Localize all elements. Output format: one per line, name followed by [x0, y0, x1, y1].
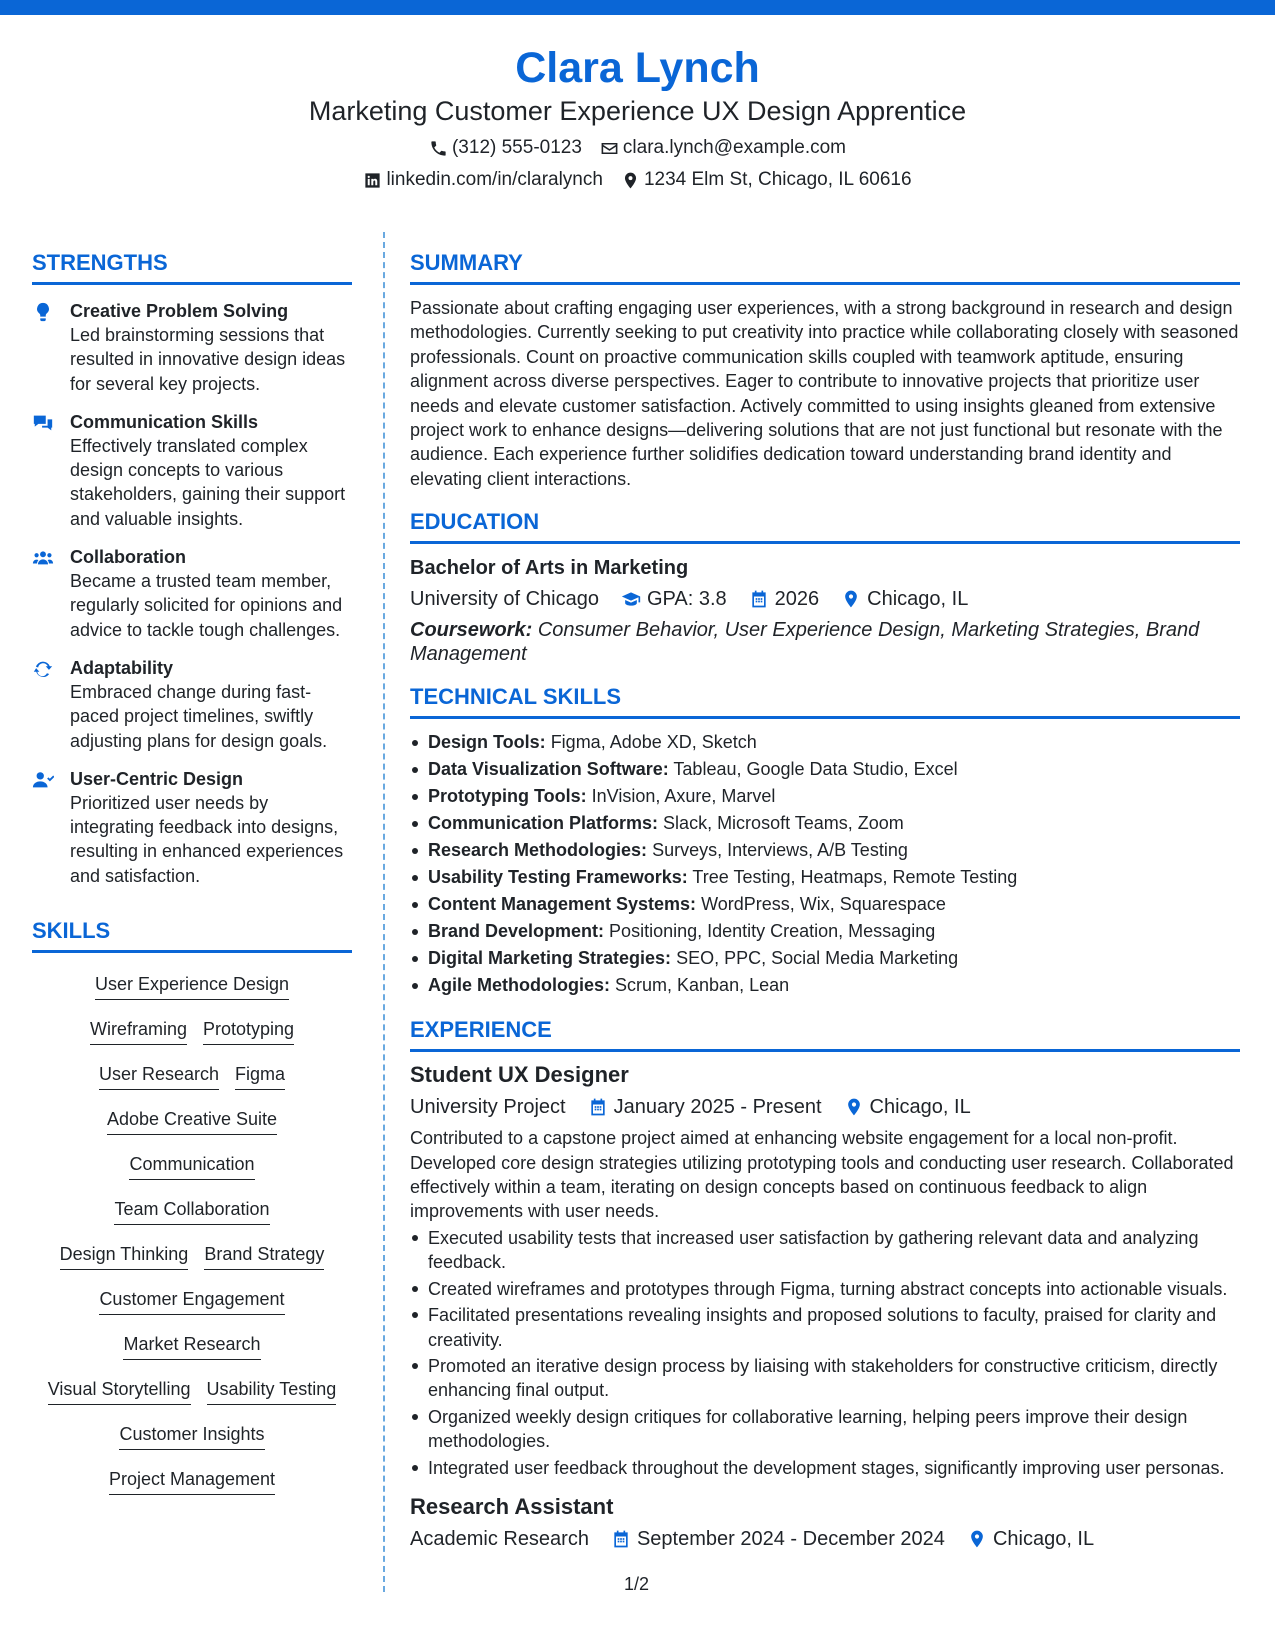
map-marker-icon	[844, 1097, 864, 1117]
right-column	[410, 248, 1240, 1554]
tech-label: Design Tools:	[428, 732, 546, 753]
skill-tag: Project Management	[109, 1467, 275, 1495]
tech-label: Agile Methodologies:	[428, 975, 610, 996]
tech-label: Content Management Systems:	[428, 894, 697, 915]
tech-label: Data Visualization Software:	[428, 759, 669, 780]
graduation-cap-icon	[621, 589, 641, 609]
strength-desc: Led brainstorming sessions that resulted in innovative design ideas for several key projects.	[70, 325, 346, 394]
user-check-icon	[32, 769, 54, 791]
education-meta	[410, 584, 1240, 614]
list-item: Executed usability tests that increased user satisfaction by gathering relevant data and analyzing feedback.	[410, 1226, 1240, 1275]
job-meta	[410, 1092, 1240, 1122]
phone-text: (312) 555-0123	[451, 137, 582, 158]
list-item	[410, 972, 1240, 999]
tech-label: Brand Development:	[428, 921, 605, 942]
address-text: 1234 Elm St, Chicago, IL 60616	[643, 169, 912, 190]
list-item	[410, 864, 1240, 891]
tech-value: SEO, PPC, Social Media Marketing	[676, 948, 959, 969]
list-item	[410, 837, 1240, 864]
tech-label: Digital Marketing Strategies:	[428, 948, 672, 969]
strength-title: Adaptability	[70, 657, 174, 678]
tech-value: Positioning, Identity Creation, Messaging	[609, 921, 936, 942]
strengths-heading: STRENGTHS	[32, 248, 352, 285]
strength-title: Collaboration	[70, 547, 186, 568]
list-item: Promoted an iterative design process by liaising with stakeholders for constructive criticism, directly enhancing final output.	[410, 1354, 1240, 1403]
coursework-text: Consumer Behavior, User Experience Design, Marketing Strategies, Brand Management	[410, 619, 1200, 666]
skill-tag: Customer Insights	[119, 1422, 264, 1450]
job-description: Contributed to a capstone project aimed at enhancing website engagement for a local non-profit. Developed core design strategies utilizing prototyping tools and conducting user research. Collaborated effectively within a team, iterating on design concepts based on continuous feedback to align improvements with user needs.	[410, 1128, 1234, 1222]
tech-label: Research Methodologies:	[428, 840, 648, 861]
job-org: Academic Research	[410, 1527, 589, 1550]
strength-item	[32, 545, 352, 642]
list-item: Created wireframes and prototypes through Figma, turning abstract concepts into actionable visuals.	[410, 1277, 1240, 1301]
coursework	[410, 618, 1240, 666]
resume-header	[0, 42, 1275, 192]
tech-value: WordPress, Wix, Squarespace	[701, 894, 946, 915]
list-item: Facilitated presentations revealing insights and proposed solutions to faculty, praised for clarity and creativity.	[410, 1303, 1240, 1352]
tech-value: Surveys, Interviews, A/B Testing	[652, 840, 908, 861]
left-column	[32, 248, 352, 1503]
map-marker-icon	[967, 1529, 987, 1549]
linkedin-contact[interactable]	[363, 168, 603, 192]
column-divider	[383, 232, 385, 1592]
users-icon	[32, 547, 54, 569]
skill-tag: User Research	[99, 1062, 219, 1090]
calendar-icon	[588, 1097, 608, 1117]
skill-tag: Prototyping	[203, 1017, 294, 1045]
strength-item	[32, 656, 352, 753]
tech-label: Usability Testing Frameworks:	[428, 867, 688, 888]
skill-tag: Figma	[235, 1062, 285, 1090]
skill-tag: User Experience Design	[95, 972, 289, 1000]
job-location: Chicago, IL	[992, 1527, 1095, 1550]
technical-skills-list	[410, 729, 1240, 999]
list-item	[410, 810, 1240, 837]
candidate-name: Clara Lynch	[515, 44, 760, 92]
linkedin-text: linkedin.com/in/claralynch	[386, 169, 603, 190]
skills-list	[32, 963, 352, 1503]
skill-tag: Communication	[129, 1152, 254, 1180]
job-bullets	[410, 1226, 1240, 1480]
list-item: Organized weekly design critiques for collaborative learning, helping peers improve their design methodologies.	[410, 1405, 1240, 1454]
calendar-icon	[749, 589, 769, 609]
strength-title: Creative Problem Solving	[70, 301, 289, 321]
strength-item	[32, 299, 352, 396]
summary-heading: SUMMARY	[410, 248, 1240, 285]
list-item	[410, 783, 1240, 810]
education-location: Chicago, IL	[867, 588, 969, 611]
email-text: clara.lynch@example.com	[622, 137, 847, 158]
candidate-title: Marketing Customer Experience UX Design Apprentice	[308, 96, 967, 126]
contact-row-1	[0, 136, 1275, 160]
tech-value: Figma, Adobe XD, Sketch	[550, 732, 757, 753]
skill-tag: Usability Testing	[207, 1377, 337, 1405]
strength-item	[32, 410, 352, 531]
lightbulb-icon	[32, 301, 54, 323]
summary-text: Passionate about crafting engaging user experiences, with a strong background in research and design methodologies. Currently seeking to put creativity into practice while collaborating closely with seasoned professionals. Count on proactive communication skills coupled with teamwork aptitude, ensuring alignment across diverse perspectives. Eager to contribute to innovative projects that prioritize user needs and elevate customer satisfaction. Actively committed to using insights gleaned from extensive project work to enhance designs—delivering solutions that are not just functional but resonate with the audience. Each experience further solidifies dedication toward understanding brand identity and elevating client interactions.	[410, 298, 1239, 489]
job-dates: September 2024 - December 2024	[636, 1527, 945, 1550]
list-item	[410, 891, 1240, 918]
job-meta	[410, 1524, 1240, 1554]
education-gpa: GPA: 3.8	[646, 588, 727, 611]
tech-value: Scrum, Kanban, Lean	[615, 975, 790, 996]
tech-value: InVision, Axure, Marvel	[591, 786, 776, 807]
skill-tag: Customer Engagement	[99, 1287, 284, 1315]
phone-contact[interactable]	[429, 136, 582, 160]
contact-row-2	[0, 168, 1275, 192]
skill-tag: Brand Strategy	[204, 1242, 324, 1270]
tech-value: Slack, Microsoft Teams, Zoom	[663, 813, 904, 834]
skill-tag: Design Thinking	[60, 1242, 189, 1270]
job-location: Chicago, IL	[869, 1096, 971, 1119]
job-title: Research Assistant	[410, 1493, 614, 1519]
skill-tag: Team Collaboration	[114, 1197, 269, 1225]
coursework-label: Coursework:	[410, 619, 533, 642]
skill-tag: Wireframing	[90, 1017, 187, 1045]
strength-title: User-Centric Design	[70, 768, 244, 789]
job-title: Student UX Designer	[410, 1062, 629, 1088]
technical-skills-heading: TECHNICAL SKILLS	[410, 682, 1240, 719]
sync-icon	[32, 658, 54, 680]
email-contact[interactable]	[600, 136, 846, 160]
experience-heading: EXPERIENCE	[410, 1015, 1240, 1052]
education-heading: EDUCATION	[410, 507, 1240, 544]
calendar-icon	[611, 1529, 631, 1549]
skill-tag: Adobe Creative Suite	[107, 1107, 277, 1135]
list-item	[410, 918, 1240, 945]
strength-title: Communication Skills	[70, 411, 259, 432]
tech-label: Communication Platforms:	[428, 813, 659, 834]
tech-label: Prototyping Tools:	[428, 786, 587, 807]
list-item	[410, 945, 1240, 972]
phone-icon	[429, 139, 448, 158]
job-org: University Project	[410, 1096, 566, 1119]
education-school: University of Chicago	[410, 588, 599, 611]
address-contact	[621, 168, 912, 192]
linkedin-icon	[363, 171, 382, 190]
job-dates: January 2025 - Present	[613, 1096, 822, 1119]
education-year: 2026	[774, 588, 820, 611]
strength-desc: Embraced change during fast-paced project timelines, swiftly adjusting plans for design goals.	[70, 681, 328, 751]
skill-tag: Market Research	[123, 1332, 260, 1360]
skills-heading: SKILLS	[32, 916, 352, 953]
strength-desc: Effectively translated complex design concepts to various stakeholders, gaining their support and valuable insights.	[70, 435, 346, 529]
map-marker-icon	[841, 589, 861, 609]
comments-icon	[32, 412, 54, 434]
list-item	[410, 756, 1240, 783]
envelope-icon	[600, 139, 619, 158]
page-number: 1/2	[624, 1574, 650, 1594]
list-item: Integrated user feedback throughout the development stages, significantly improving user personas.	[410, 1456, 1240, 1480]
tech-value: Tree Testing, Heatmaps, Remote Testing	[692, 867, 1018, 888]
skill-tag: Visual Storytelling	[48, 1377, 191, 1405]
map-marker-icon	[621, 171, 640, 190]
top-accent-bar	[0, 0, 1275, 15]
education-degree: Bachelor of Arts in Marketing	[410, 557, 689, 580]
strength-desc: Became a trusted team member, regularly solicited for opinions and advice to tackle tough challenges.	[70, 571, 343, 640]
tech-value: Tableau, Google Data Studio, Excel	[673, 759, 958, 780]
strength-item	[32, 767, 352, 888]
list-item	[410, 729, 1240, 756]
strength-desc: Prioritized user needs by integrating feedback into designs, resulting in enhanced experiences and satisfaction.	[70, 792, 344, 886]
